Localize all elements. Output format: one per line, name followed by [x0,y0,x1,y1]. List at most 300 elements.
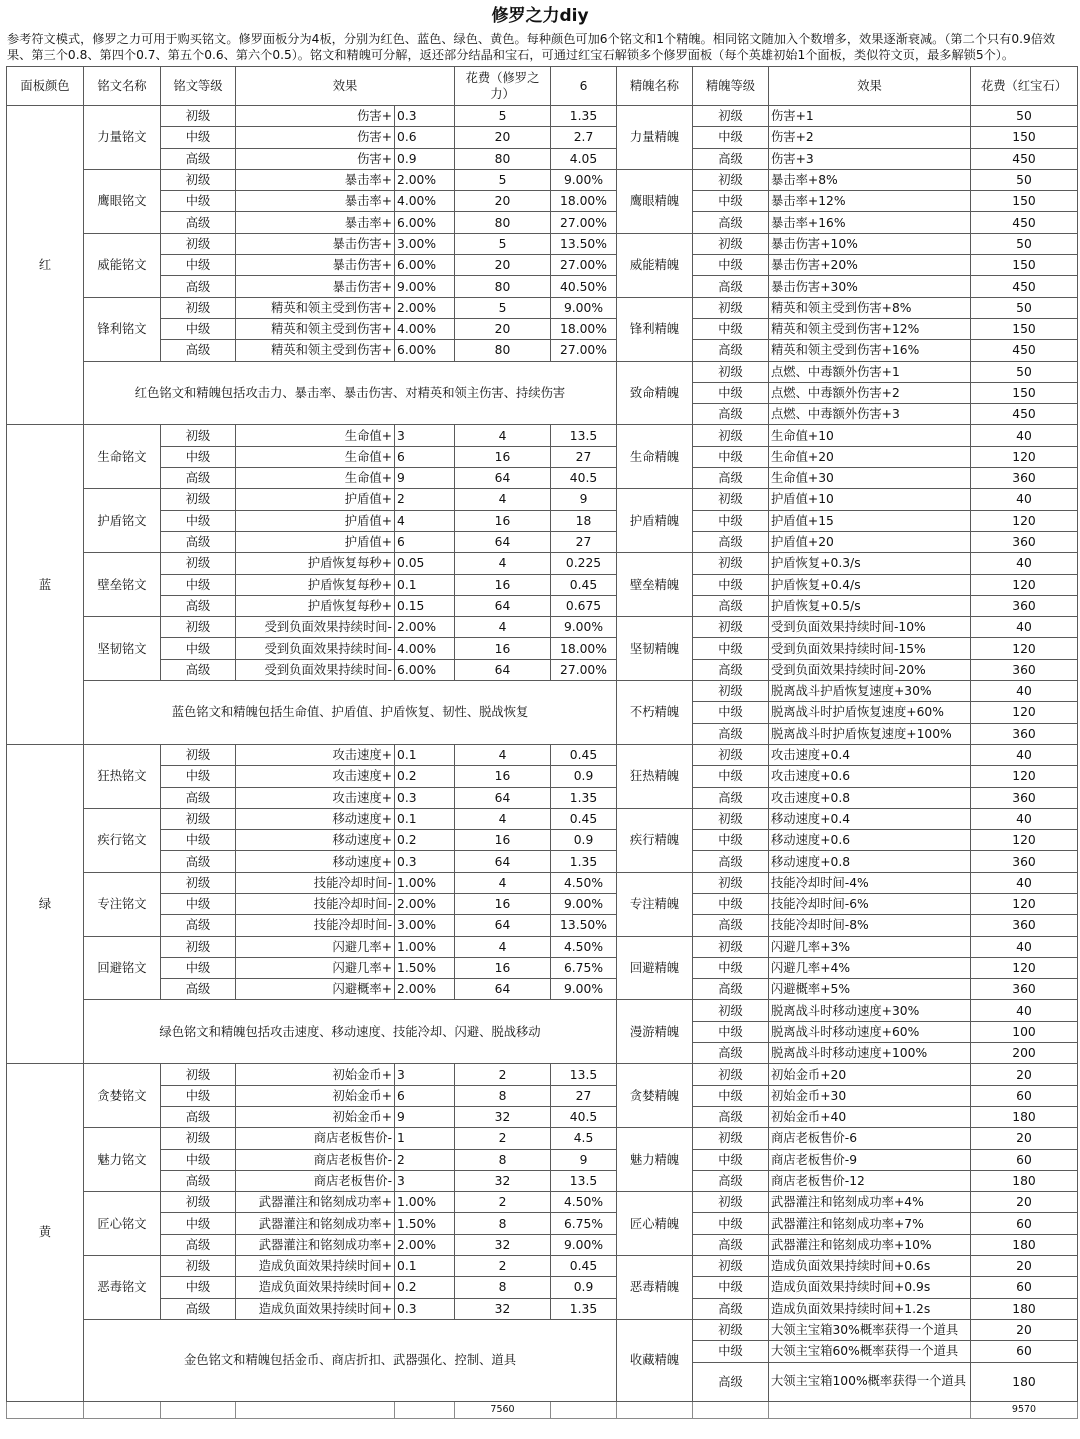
inscription-name-cell: 魅力铭文 [84,1128,161,1192]
spirit-cost-cell: 150 [971,318,1078,339]
inscription-cost-cell: 4 [455,489,551,510]
spirit-name-cell: 生命精魄 [617,425,693,489]
spirit-level-cell: 高级 [693,723,769,744]
table-row [7,1064,1078,1085]
inscription-cost-cell: 64 [455,915,551,936]
spirit-name-cell: 坚韧精魄 [617,617,693,681]
spirit-cost-cell: 120 [971,702,1078,723]
table-row [7,191,1078,212]
inscription-name-cell: 贪婪铭文 [84,1064,161,1128]
spirit-cost-cell: 120 [971,446,1078,467]
spirit-effect-cell: 精英和领主受到伤害+16% [769,340,971,361]
spirit-cost-cell: 360 [971,979,1078,1000]
spirit-effect-cell: 脱离战斗护盾恢复速度+30% [769,681,971,702]
spirit-name-cell: 魅力精魄 [617,1128,693,1192]
inscription-name-cell: 回避铭文 [84,936,161,1000]
inscription-level-cell: 高级 [161,148,236,169]
inscription-effect-label-cell: 闪避概率+ [236,979,395,1000]
spirit-name-cell: 专注精魄 [617,872,693,936]
table-row [7,872,1078,893]
spirit-level-cell: 高级 [693,787,769,808]
spirit-name-cell: 鹰眼精魄 [617,169,693,233]
spirit-level-cell: 初级 [693,1192,769,1213]
inscription-effect-label-cell: 攻击速度+ [236,787,395,808]
spirit-cost-cell: 360 [971,468,1078,489]
inscription-six-cell: 9 [551,1149,617,1170]
spirit-effect-cell: 脱离战斗时移动速度+60% [769,1021,971,1042]
header-spirit-name: 精魄名称 [617,67,693,106]
spirit-effect-cell: 受到负面效果持续时间-10% [769,617,971,638]
spirit-level-cell: 初级 [693,1256,769,1277]
spirit-effect-cell: 闪避概率+5% [769,979,971,1000]
spirit-effect-cell: 技能冷却时间-8% [769,915,971,936]
spirit-effect-cell: 脱离战斗时护盾恢复速度+100% [769,723,971,744]
inscription-effect-value-cell: 1.50% [395,957,455,978]
spirit-cost-cell: 40 [971,744,1078,765]
spirit-level-cell: 中级 [693,893,769,914]
table-row [7,148,1078,169]
spirit-cost-cell: 40 [971,425,1078,446]
inscription-effect-value-cell: 0.3 [395,1298,455,1319]
spirit-level-cell: 高级 [693,404,769,425]
spirit-effect-cell: 技能冷却时间-4% [769,872,971,893]
spirit-name-cell: 护盾精魄 [617,489,693,553]
inscription-cost-cell: 80 [455,276,551,297]
spirit-cost-cell: 40 [971,1000,1078,1021]
spirit-level-cell: 高级 [693,1298,769,1319]
spirit-effect-cell: 移动速度+0.6 [769,830,971,851]
spirit-cost-cell: 20 [971,1192,1078,1213]
spirit-effect-cell: 造成负面效果持续时间+0.6s [769,1256,971,1277]
inscription-effect-value-cell: 2.00% [395,1234,455,1255]
table-row [7,957,1078,978]
inscription-name-cell: 狂热铭文 [84,744,161,808]
inscription-effect-value-cell: 6.00% [395,212,455,233]
inscription-effect-value-cell: 0.3 [395,787,455,808]
inscription-name-cell: 护盾铭文 [84,489,161,553]
spirit-effect-cell: 伤害+2 [769,127,971,148]
inscription-level-cell: 中级 [161,1149,236,1170]
inscription-name-cell: 生命铭文 [84,425,161,489]
spirit-level-cell: 高级 [693,1362,769,1401]
spirit-cost-cell: 120 [971,510,1078,531]
spirit-effect-cell: 脱离战斗时移动速度+30% [769,1000,971,1021]
inscription-effect-label-cell: 商店老板售价- [236,1128,395,1149]
spirit-cost-cell: 180 [971,1106,1078,1127]
header-effect: 效果 [236,67,455,106]
inscription-level-cell: 初级 [161,106,236,127]
spirit-level-cell: 初级 [693,744,769,765]
table-row [7,297,1078,318]
inscription-effect-value-cell: 3.00% [395,915,455,936]
table-row [7,851,1078,872]
inscription-effect-value-cell: 0.15 [395,595,455,616]
inscription-cost-cell: 16 [455,766,551,787]
spirit-effect-cell: 暴击率+12% [769,191,971,212]
spirit-name-cell: 威能精魄 [617,233,693,297]
inscription-effect-value-cell: 3.00% [395,233,455,254]
spirit-effect-cell: 伤害+1 [769,106,971,127]
spirit-effect-cell: 护盾值+20 [769,531,971,552]
spirit-effect-cell: 移动速度+0.8 [769,851,971,872]
inscription-effect-label-cell: 生命值+ [236,446,395,467]
spirit-effect-cell: 商店老板售价-9 [769,1149,971,1170]
spirit-effect-cell: 护盾恢复+0.4/s [769,574,971,595]
spirit-level-cell: 中级 [693,1085,769,1106]
spirit-name-cell: 贪婪精魄 [617,1064,693,1128]
inscription-table [6,66,1078,1419]
spirit-level-cell: 初级 [693,617,769,638]
table-row [7,468,1078,489]
table-row [7,531,1078,552]
inscription-level-cell: 高级 [161,1234,236,1255]
inscription-six-cell: 0.45 [551,1256,617,1277]
spirit-cost-cell: 200 [971,1043,1078,1064]
spirit-effect-cell: 攻击速度+0.6 [769,766,971,787]
table-row [7,1149,1078,1170]
table-row [7,659,1078,680]
table-row [7,318,1078,339]
spirit-cost-cell: 50 [971,233,1078,254]
inscription-effect-value-cell: 2 [395,1149,455,1170]
group-description-cell: 绿色铭文和精魄包括攻击速度、移动速度、技能冷却、闪避、脱战移动 [84,1000,617,1064]
inscription-effect-label-cell: 初始金币+ [236,1085,395,1106]
spirit-effect-cell: 造成负面效果持续时间+0.9s [769,1277,971,1298]
inscription-effect-value-cell: 6.00% [395,340,455,361]
inscription-effect-value-cell: 4.00% [395,638,455,659]
inscription-effect-value-cell: 1.00% [395,936,455,957]
inscription-six-cell: 4.50% [551,1192,617,1213]
inscription-cost-cell: 16 [455,446,551,467]
inscription-cost-cell: 2 [455,1064,551,1085]
spirit-level-cell: 中级 [693,638,769,659]
table-row [7,127,1078,148]
inscription-level-cell: 中级 [161,318,236,339]
table-row [7,1106,1078,1127]
inscription-effect-label-cell: 造成负面效果持续时间+ [236,1277,395,1298]
spirit-level-cell: 高级 [693,595,769,616]
spirit-cost-cell: 450 [971,340,1078,361]
inscription-effect-label-cell: 暴击伤害+ [236,233,395,254]
inscription-cost-cell: 2 [455,1192,551,1213]
inscription-level-cell: 高级 [161,468,236,489]
spirit-level-cell: 初级 [693,169,769,190]
inscription-level-cell: 中级 [161,510,236,531]
spirit-cost-cell: 360 [971,723,1078,744]
inscription-cost-cell: 8 [455,1149,551,1170]
spirit-effect-cell: 暴击伤害+20% [769,255,971,276]
inscription-six-cell: 0.9 [551,830,617,851]
spirit-effect-cell: 护盾值+15 [769,510,971,531]
inscription-six-cell: 0.45 [551,744,617,765]
spirit-cost-cell: 20 [971,1256,1078,1277]
inscription-name-cell: 威能铭文 [84,233,161,297]
spirit-cost-cell: 360 [971,787,1078,808]
spirit-level-cell: 中级 [693,510,769,531]
inscription-six-cell: 9.00% [551,1234,617,1255]
group-description-cell: 蓝色铭文和精魄包括生命值、护盾值、护盾恢复、韧性、脱战恢复 [84,681,617,745]
spirit-effect-cell: 生命值+20 [769,446,971,467]
inscription-effect-label-cell: 初始金币+ [236,1106,395,1127]
spirit-cost-cell: 40 [971,872,1078,893]
inscription-six-cell: 2.7 [551,127,617,148]
spirit-cost-cell: 150 [971,255,1078,276]
inscription-level-cell: 中级 [161,893,236,914]
table-row [7,425,1078,446]
table-row [7,830,1078,851]
inscription-level-cell: 初级 [161,936,236,957]
spirit-level-cell: 高级 [693,1234,769,1255]
spirit-effect-cell: 攻击速度+0.4 [769,744,971,765]
inscription-level-cell: 初级 [161,233,236,254]
inscription-cost-cell: 32 [455,1106,551,1127]
inscription-effect-label-cell: 暴击率+ [236,169,395,190]
inscription-effect-value-cell: 6 [395,531,455,552]
inscription-name-cell: 匠心铭文 [84,1192,161,1256]
inscription-cost-cell: 64 [455,851,551,872]
inscription-effect-value-cell: 1.00% [395,1192,455,1213]
table-row [7,1234,1078,1255]
table-row [7,638,1078,659]
spirit-cost-cell: 450 [971,276,1078,297]
spirit-cost-cell: 20 [971,1128,1078,1149]
inscription-six-cell: 0.45 [551,574,617,595]
inscription-effect-label-cell: 攻击速度+ [236,766,395,787]
table-row [7,361,1078,382]
inscription-level-cell: 初级 [161,1256,236,1277]
inscription-level-cell: 初级 [161,808,236,829]
inscription-effect-label-cell: 技能冷却时间- [236,915,395,936]
inscription-effect-value-cell: 0.1 [395,744,455,765]
inscription-effect-label-cell: 精英和领主受到伤害+ [236,318,395,339]
spirit-cost-cell: 150 [971,382,1078,403]
spirit-cost-cell: 360 [971,915,1078,936]
inscription-name-cell: 疾行铭文 [84,808,161,872]
inscription-effect-value-cell: 6.00% [395,255,455,276]
spirit-level-cell: 中级 [693,1149,769,1170]
inscription-level-cell: 高级 [161,787,236,808]
inscription-cost-cell: 4 [455,936,551,957]
inscription-cost-cell: 16 [455,574,551,595]
panel-color-cell: 黄 [7,1064,84,1401]
inscription-effect-value-cell: 1 [395,1128,455,1149]
inscription-six-cell: 0.675 [551,595,617,616]
spirit-level-cell: 中级 [693,1021,769,1042]
spirit-effect-cell: 造成负面效果持续时间+1.2s [769,1298,971,1319]
inscription-cost-cell: 16 [455,957,551,978]
spirit-cost-cell: 40 [971,617,1078,638]
inscription-effect-label-cell: 护盾恢复每秒+ [236,574,395,595]
header-panel-color: 面板颜色 [7,67,84,106]
spirit-level-cell: 中级 [693,702,769,723]
table-row [7,169,1078,190]
spirit-name-cell: 致命精魄 [617,361,693,425]
inscription-six-cell: 18.00% [551,191,617,212]
spirit-level-cell: 中级 [693,191,769,212]
inscription-six-cell: 1.35 [551,1298,617,1319]
spirit-cost-cell: 40 [971,681,1078,702]
spirit-effect-cell: 武器灌注和铭刻成功率+7% [769,1213,971,1234]
inscription-effect-label-cell: 武器灌注和铭刻成功率+ [236,1213,395,1234]
inscription-six-cell: 27 [551,446,617,467]
inscription-effect-label-cell: 技能冷却时间- [236,893,395,914]
inscription-cost-cell: 5 [455,169,551,190]
table-row [7,808,1078,829]
inscription-effect-value-cell: 0.2 [395,1277,455,1298]
spirit-level-cell: 中级 [693,446,769,467]
table-row [7,489,1078,510]
inscription-six-cell: 13.50% [551,915,617,936]
inscription-six-cell: 6.75% [551,957,617,978]
inscription-level-cell: 中级 [161,1277,236,1298]
table-row [7,681,1078,702]
spirit-name-cell: 回避精魄 [617,936,693,1000]
table-row [7,1256,1078,1277]
inscription-six-cell: 27 [551,531,617,552]
spirit-cost-cell: 50 [971,106,1078,127]
inscription-cost-cell: 4 [455,425,551,446]
spirit-cost-cell: 450 [971,212,1078,233]
spirit-level-cell: 中级 [693,957,769,978]
inscription-cost-cell: 8 [455,1213,551,1234]
inscription-cost-cell: 20 [455,127,551,148]
inscription-six-cell: 18 [551,510,617,531]
inscription-effect-value-cell: 4.00% [395,318,455,339]
spirit-cost-cell: 450 [971,148,1078,169]
inscription-effect-label-cell: 闪避几率+ [236,936,395,957]
spirit-effect-cell: 脱离战斗时护盾恢复速度+60% [769,702,971,723]
spirit-level-cell: 高级 [693,1106,769,1127]
inscription-effect-label-cell: 精英和领主受到伤害+ [236,297,395,318]
inscription-effect-value-cell: 0.1 [395,1256,455,1277]
spirit-effect-cell: 武器灌注和铭刻成功率+4% [769,1192,971,1213]
inscription-effect-label-cell: 暴击率+ [236,212,395,233]
inscription-name-cell: 恶毒铭文 [84,1256,161,1320]
inscription-level-cell: 中级 [161,446,236,467]
spirit-effect-cell: 初始金币+30 [769,1085,971,1106]
table-row [7,1298,1078,1319]
spirit-level-cell: 高级 [693,468,769,489]
spirit-effect-cell: 商店老板售价-12 [769,1170,971,1191]
spirit-level-cell: 初级 [693,425,769,446]
inscription-cost-cell: 16 [455,510,551,531]
inscription-effect-label-cell: 技能冷却时间- [236,872,395,893]
spirit-level-cell: 初级 [693,361,769,382]
spirit-cost-cell: 60 [971,1085,1078,1106]
spirit-name-cell: 收藏精魄 [617,1319,693,1401]
spirit-name-cell: 锋利精魄 [617,297,693,361]
inscription-effect-value-cell: 9 [395,468,455,489]
spirit-cost-cell: 120 [971,957,1078,978]
inscription-six-cell: 6.75% [551,1213,617,1234]
spirit-cost-cell: 450 [971,404,1078,425]
inscription-effect-value-cell: 0.3 [395,106,455,127]
inscription-level-cell: 高级 [161,851,236,872]
header-cost-ruby: 花费（红宝石） [971,67,1078,106]
table-row [7,510,1078,531]
spirit-cost-cell: 20 [971,1319,1078,1340]
spirit-level-cell: 中级 [693,830,769,851]
spirit-level-cell: 中级 [693,1277,769,1298]
inscription-cost-cell: 64 [455,787,551,808]
inscription-effect-value-cell: 2.00% [395,979,455,1000]
inscription-name-cell: 鹰眼铭文 [84,169,161,233]
inscription-six-cell: 9 [551,489,617,510]
inscription-cost-cell: 80 [455,340,551,361]
inscription-cost-cell: 16 [455,893,551,914]
spirit-effect-cell: 伤害+3 [769,148,971,169]
inscription-cost-cell: 64 [455,979,551,1000]
inscription-six-cell: 13.5 [551,425,617,446]
spirit-name-cell: 疾行精魄 [617,808,693,872]
inscription-cost-cell: 4 [455,744,551,765]
inscription-effect-label-cell: 造成负面效果持续时间+ [236,1298,395,1319]
inscription-cost-cell: 5 [455,297,551,318]
spirit-effect-cell: 大领主宝箱60%概率获得一个道具 [769,1341,971,1362]
spirit-level-cell: 初级 [693,872,769,893]
header-cost-shura: 花费（修罗之力） [455,67,551,106]
inscription-cost-cell: 16 [455,638,551,659]
inscription-six-cell: 27 [551,1085,617,1106]
inscription-effect-value-cell: 3 [395,425,455,446]
table-row [7,212,1078,233]
spirit-effect-cell: 暴击伤害+30% [769,276,971,297]
spirit-name-cell: 力量精魄 [617,106,693,170]
table-row [7,766,1078,787]
inscription-six-cell: 0.45 [551,808,617,829]
inscription-six-cell: 18.00% [551,318,617,339]
table-row [7,106,1078,127]
inscription-six-cell: 4.50% [551,936,617,957]
header-inscription-name: 铭文名称 [84,67,161,106]
spirit-cost-cell: 180 [971,1298,1078,1319]
header-spirit-level: 精魄等级 [693,67,769,106]
totals-row [7,1401,1078,1418]
spirit-cost-cell: 120 [971,574,1078,595]
inscription-level-cell: 初级 [161,553,236,574]
inscription-level-cell: 初级 [161,297,236,318]
inscription-effect-value-cell: 2.00% [395,893,455,914]
inscription-six-cell: 9.00% [551,169,617,190]
inscription-effect-label-cell: 伤害+ [236,127,395,148]
inscription-name-cell: 专注铭文 [84,872,161,936]
inscription-six-cell: 4.05 [551,148,617,169]
table-row [7,1170,1078,1191]
spirit-effect-cell: 生命值+30 [769,468,971,489]
inscription-six-cell: 13.5 [551,1064,617,1085]
inscription-effect-value-cell: 0.3 [395,851,455,872]
inscription-level-cell: 初级 [161,1128,236,1149]
spirit-effect-cell: 点燃、中毒额外伤害+3 [769,404,971,425]
inscription-level-cell: 高级 [161,276,236,297]
inscription-effect-label-cell: 护盾恢复每秒+ [236,595,395,616]
header-spirit-effect: 效果 [769,67,971,106]
inscription-level-cell: 高级 [161,659,236,680]
inscription-level-cell: 初级 [161,425,236,446]
inscription-level-cell: 中级 [161,638,236,659]
inscription-six-cell: 40.5 [551,468,617,489]
spirit-level-cell: 初级 [693,808,769,829]
inscription-effect-value-cell: 2.00% [395,297,455,318]
inscription-effect-label-cell: 受到负面效果持续时间- [236,617,395,638]
inscription-cost-cell: 8 [455,1277,551,1298]
spirit-effect-cell: 护盾恢复+0.5/s [769,595,971,616]
inscription-level-cell: 中级 [161,957,236,978]
spirit-level-cell: 高级 [693,276,769,297]
inscription-effect-label-cell: 移动速度+ [236,808,395,829]
spirit-level-cell: 高级 [693,915,769,936]
spirit-cost-cell: 120 [971,830,1078,851]
